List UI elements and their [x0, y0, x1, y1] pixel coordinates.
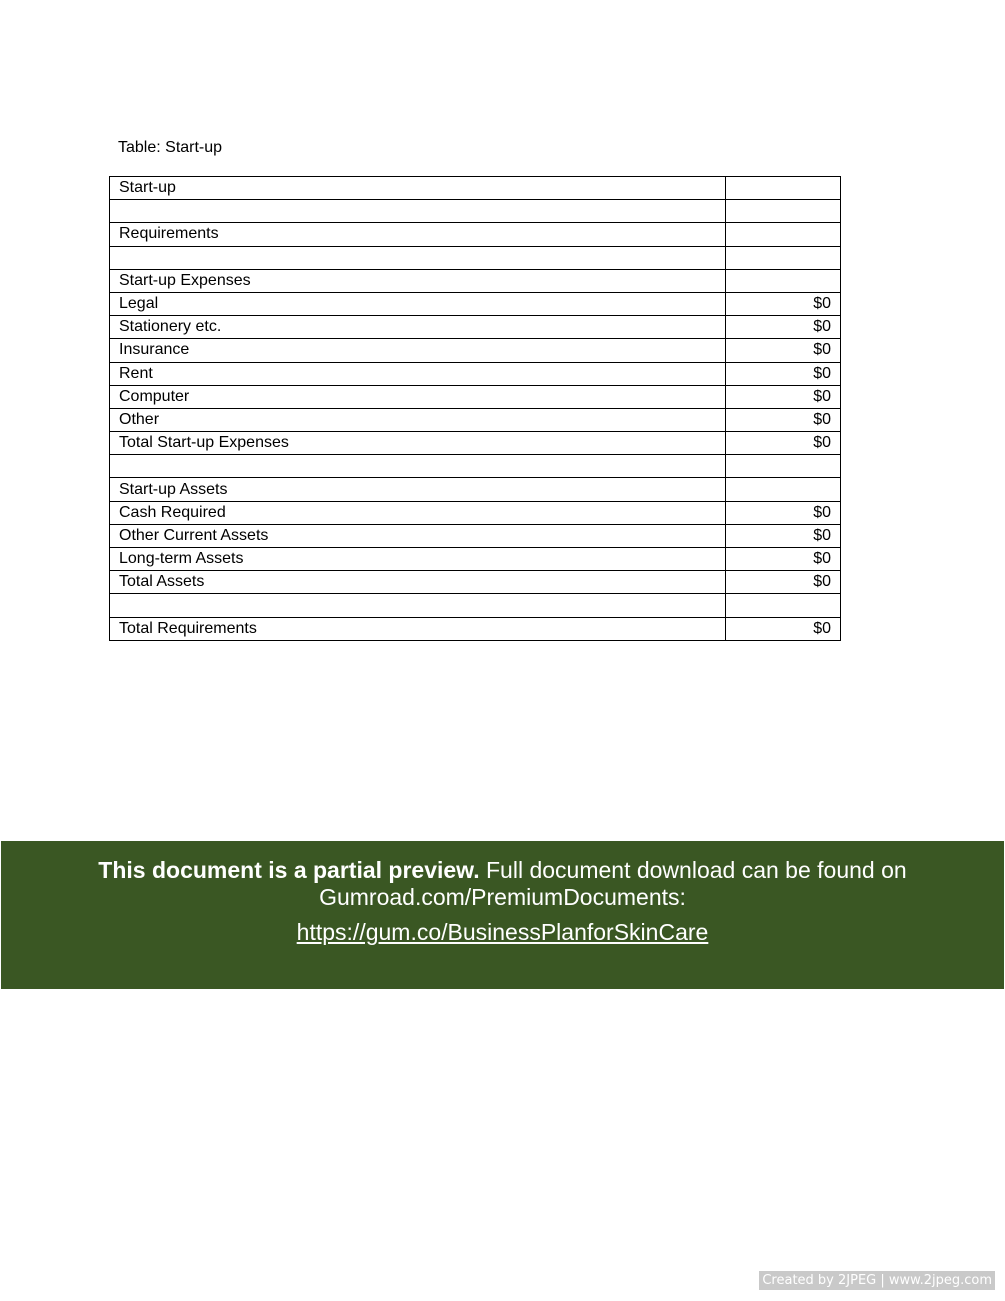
table-row	[110, 524, 841, 547]
table-row	[110, 385, 841, 408]
row-value	[726, 269, 841, 292]
row-value: $0	[726, 339, 841, 362]
row-value	[726, 478, 841, 501]
banner-bold-text: This document is a partial preview.	[98, 857, 480, 883]
table-row	[110, 455, 841, 478]
row-value: $0	[726, 292, 841, 315]
table-row	[110, 478, 841, 501]
row-label: Total Requirements	[110, 617, 726, 640]
table-row	[110, 292, 841, 315]
table-row	[110, 617, 841, 640]
row-label: Legal	[110, 292, 726, 315]
row-value: $0	[726, 571, 841, 594]
table-row	[110, 246, 841, 269]
row-label	[110, 200, 726, 223]
table-row	[110, 362, 841, 385]
row-value: $0	[726, 617, 841, 640]
row-label: Long-term Assets	[110, 548, 726, 571]
row-value	[726, 594, 841, 617]
row-value	[726, 455, 841, 478]
row-label	[110, 246, 726, 269]
row-value: $0	[726, 524, 841, 547]
table-row	[110, 269, 841, 292]
row-value: $0	[726, 432, 841, 455]
table-caption: Table: Start-up	[118, 139, 223, 156]
banner-text: Full document download can be found on	[479, 857, 907, 883]
table-row	[110, 316, 841, 339]
row-label: Total Start-up Expenses	[110, 432, 726, 455]
row-label: Other Current Assets	[110, 524, 726, 547]
banner-text-line2: Gumroad.com/PremiumDocuments:	[319, 884, 686, 910]
table-row	[110, 223, 841, 246]
table-row	[110, 548, 841, 571]
table-row	[110, 501, 841, 524]
row-label: Start-up Expenses	[110, 269, 726, 292]
row-value	[726, 223, 841, 246]
row-value: $0	[726, 548, 841, 571]
row-value	[726, 200, 841, 223]
row-label: Cash Required	[110, 501, 726, 524]
row-value: $0	[726, 385, 841, 408]
row-label: Insurance	[110, 339, 726, 362]
table-row	[110, 408, 841, 431]
preview-banner	[1, 841, 1004, 989]
row-label: Stationery etc.	[110, 316, 726, 339]
row-value	[726, 177, 841, 200]
download-link[interactable]: https://gum.co/BusinessPlanforSkinCare	[296, 919, 709, 945]
table-row	[110, 571, 841, 594]
banner-message	[1, 857, 1004, 884]
row-label	[110, 455, 726, 478]
row-label: Start-up Assets	[110, 478, 726, 501]
table-row	[110, 339, 841, 362]
watermark: Created by 2JPEG | www.2jpeg.com	[759, 1271, 995, 1290]
table-row	[110, 177, 841, 200]
row-value: $0	[726, 501, 841, 524]
row-label: Requirements	[110, 223, 726, 246]
row-label: Rent	[110, 362, 726, 385]
table-row	[110, 200, 841, 223]
row-label: Computer	[110, 385, 726, 408]
row-value: $0	[726, 362, 841, 385]
startup-table	[109, 176, 841, 641]
row-value: $0	[726, 316, 841, 339]
row-label	[110, 594, 726, 617]
table-row	[110, 594, 841, 617]
row-value: $0	[726, 408, 841, 431]
startup-table-body	[110, 177, 841, 641]
row-label: Total Assets	[110, 571, 726, 594]
row-label: Start-up	[110, 177, 726, 200]
row-value	[726, 246, 841, 269]
row-label: Other	[110, 408, 726, 431]
table-row	[110, 432, 841, 455]
